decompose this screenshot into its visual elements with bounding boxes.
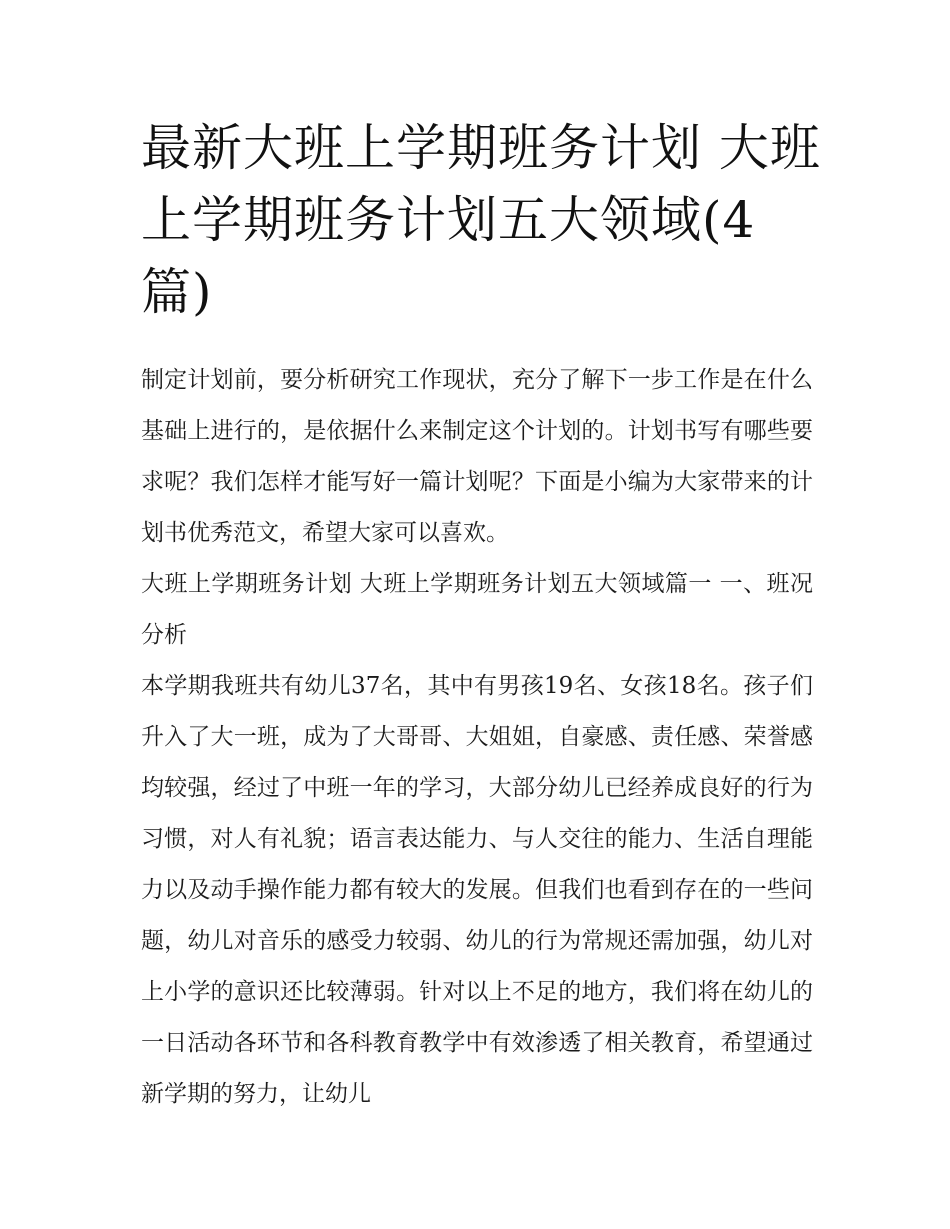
- document-title: 最新大班上学期班务计划 大班上学期班务计划五大领域(4篇): [141, 119, 821, 321]
- intro-paragraph: 制定计划前，要分析研究工作现状，充分了解下一步工作是在什么基础上进行的，是依据什么来制定这个计划的。计划书写有哪些要求呢？我们怎样才能写好一篇计划呢？下面是小编为大家带来的计划书优秀范文，希望大家可以喜欢。: [141, 367, 813, 546]
- section-heading-paragraph: 大班上学期班务计划 大班上学期班务计划五大领域篇一 一、班况分析: [141, 571, 813, 648]
- document-body: [141, 355, 813, 1120]
- class-analysis-paragraph: 本学期我班共有幼儿37名，其中有男孩19名、女孩18名。孩子们升入了大一班，成为了大哥哥、大姐姐，自豪感、责任感、荣誉感均较强，经过了中班一年的学习，大部分幼儿已经养成良好的行为习惯，对人有礼貌；语言表达能力、与人交往的能力、生活自理能力以及动手操作能力都有较大的发展。但我们也看到存在的一些问题，幼儿对音乐的感受力较弱、幼儿的行为常规还需加强，幼儿对上小学的意识还比较薄弱。针对以上不足的地方，我们将在幼儿的一日活动各环节和各科教育教学中有效渗透了相关教育，希望通过新学期的努力，让幼儿: [141, 673, 813, 1107]
